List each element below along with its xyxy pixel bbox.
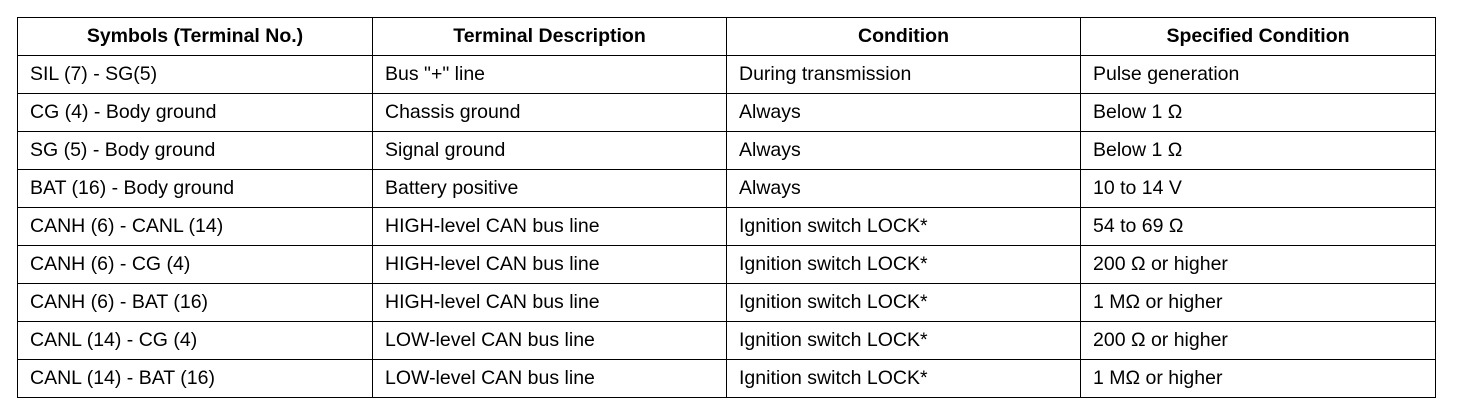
cell-symbols: SIL (7) - SG(5) xyxy=(18,56,373,94)
cell-specified-condition: 200 Ω or higher xyxy=(1081,246,1436,284)
cell-terminal-description: HIGH-level CAN bus line xyxy=(373,246,727,284)
cell-specified-condition: 200 Ω or higher xyxy=(1081,322,1436,360)
cell-condition: Ignition switch LOCK* xyxy=(727,284,1081,322)
cell-condition: Always xyxy=(727,132,1081,170)
cell-symbols: CANH (6) - CANL (14) xyxy=(18,208,373,246)
terminal-specification-table xyxy=(17,17,1436,398)
cell-specified-condition: Below 1 Ω xyxy=(1081,94,1436,132)
cell-condition: During transmission xyxy=(727,56,1081,94)
cell-symbols: CANL (14) - BAT (16) xyxy=(18,360,373,398)
cell-symbols: CANH (6) - BAT (16) xyxy=(18,284,373,322)
table-row xyxy=(18,246,1436,284)
cell-condition: Always xyxy=(727,94,1081,132)
table-row xyxy=(18,56,1436,94)
cell-specified-condition: 1 MΩ or higher xyxy=(1081,284,1436,322)
cell-symbols: CANL (14) - CG (4) xyxy=(18,322,373,360)
table-row xyxy=(18,360,1436,398)
cell-specified-condition: 10 to 14 V xyxy=(1081,170,1436,208)
cell-condition: Ignition switch LOCK* xyxy=(727,208,1081,246)
header-specified-condition: Specified Condition xyxy=(1081,18,1436,56)
terminal-table-container xyxy=(17,17,1435,398)
cell-specified-condition: 54 to 69 Ω xyxy=(1081,208,1436,246)
table-row xyxy=(18,94,1436,132)
cell-symbols: CANH (6) - CG (4) xyxy=(18,246,373,284)
header-symbols: Symbols (Terminal No.) xyxy=(18,18,373,56)
cell-condition: Always xyxy=(727,170,1081,208)
table-row xyxy=(18,322,1436,360)
cell-symbols: SG (5) - Body ground xyxy=(18,132,373,170)
table-row xyxy=(18,284,1436,322)
cell-condition: Ignition switch LOCK* xyxy=(727,246,1081,284)
cell-terminal-description: LOW-level CAN bus line xyxy=(373,322,727,360)
table-header-row xyxy=(18,18,1436,56)
cell-specified-condition: 1 MΩ or higher xyxy=(1081,360,1436,398)
table-row xyxy=(18,208,1436,246)
cell-terminal-description: Battery positive xyxy=(373,170,727,208)
cell-terminal-description: Chassis ground xyxy=(373,94,727,132)
header-terminal-description: Terminal Description xyxy=(373,18,727,56)
cell-terminal-description: HIGH-level CAN bus line xyxy=(373,208,727,246)
cell-terminal-description: Bus "+" line xyxy=(373,56,727,94)
cell-specified-condition: Pulse generation xyxy=(1081,56,1436,94)
cell-condition: Ignition switch LOCK* xyxy=(727,360,1081,398)
cell-symbols: CG (4) - Body ground xyxy=(18,94,373,132)
cell-terminal-description: Signal ground xyxy=(373,132,727,170)
cell-specified-condition: Below 1 Ω xyxy=(1081,132,1436,170)
table-row xyxy=(18,170,1436,208)
cell-terminal-description: HIGH-level CAN bus line xyxy=(373,284,727,322)
header-condition: Condition xyxy=(727,18,1081,56)
cell-condition: Ignition switch LOCK* xyxy=(727,322,1081,360)
table-row xyxy=(18,132,1436,170)
cell-terminal-description: LOW-level CAN bus line xyxy=(373,360,727,398)
cell-symbols: BAT (16) - Body ground xyxy=(18,170,373,208)
